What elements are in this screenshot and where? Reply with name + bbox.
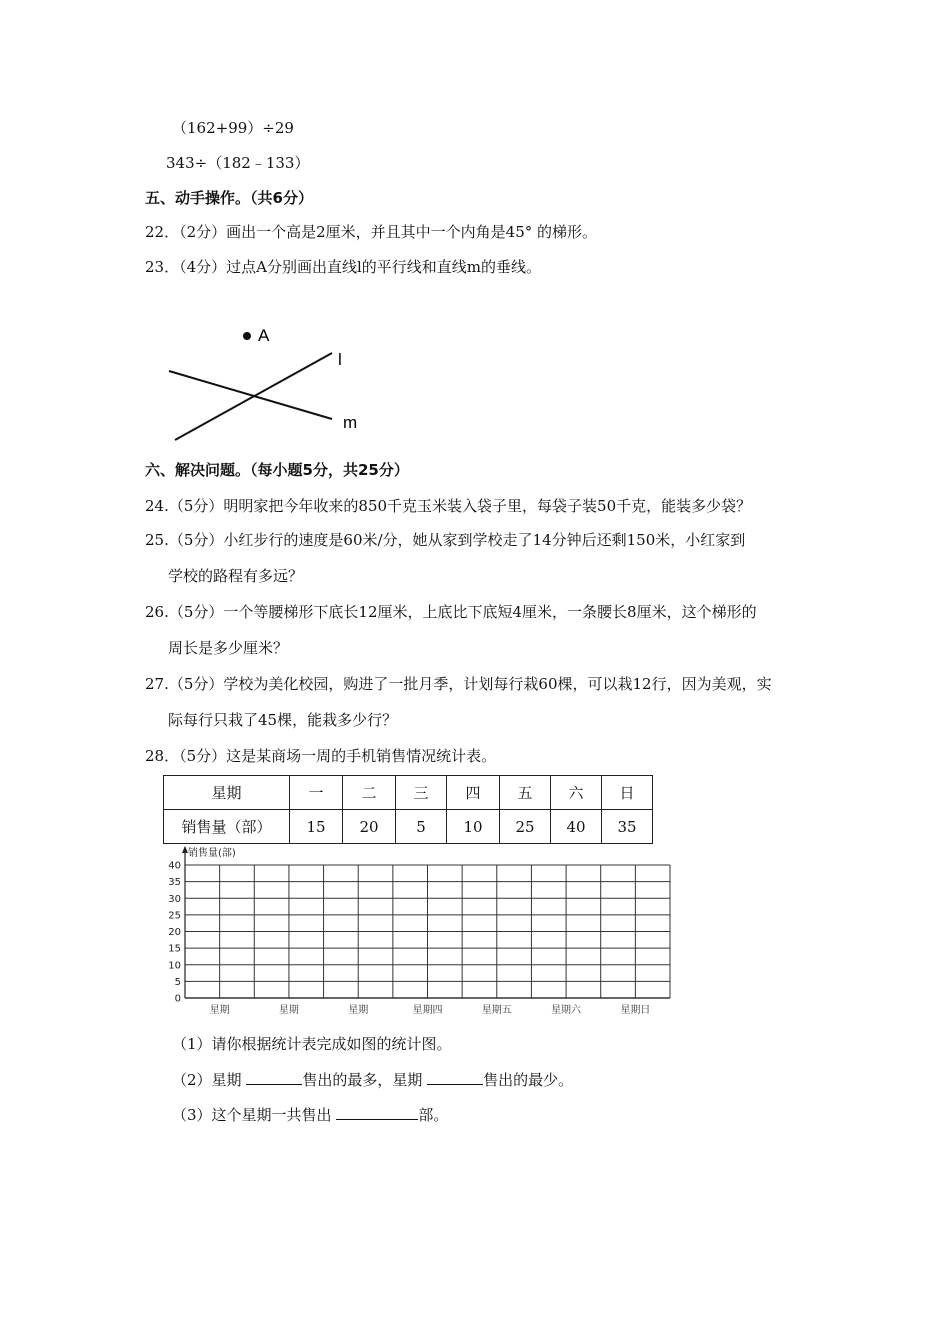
table-day-cell: 六: [551, 776, 602, 810]
question-26-line-2: 周长是多少厘米？: [168, 639, 289, 657]
expression-2: 343÷（182﹣133）: [166, 154, 310, 172]
question-25-line-2: 学校的路程有多远？: [168, 567, 304, 585]
sub-question-2-part-2: 售出的最多，星期: [302, 1071, 428, 1089]
question-23: 23．（4分）过点A分别画出直线l的平行线和直线m的垂线。: [145, 258, 541, 276]
table-day-cell: 五: [500, 776, 551, 810]
table-sales-cell: 40: [551, 810, 602, 844]
sales-chart: [160, 843, 695, 1021]
question-27-line-1: 27.（5分）学校为美化校园，购进了一批月季，计划每行栽60棵，可以栽12行，因为美观，实: [145, 675, 772, 693]
section-5-title: 五、动手操作。（共6分）: [145, 189, 313, 207]
chart-y-tick-label: 20: [168, 927, 181, 938]
table-header-label: 星期: [164, 776, 290, 810]
table-day-cell: 日: [602, 776, 653, 810]
chart-x-tick-label: 星期: [209, 1005, 230, 1016]
question-26-line-1: 26.（5分）一个等腰梯形下底长12厘米，上底比下底短4厘米，一条腰长8厘米，这个梯形的: [145, 603, 757, 621]
table-day-cell: 二: [343, 776, 396, 810]
chart-y-tick-label: 15: [168, 943, 181, 955]
chart-grid: [185, 865, 670, 998]
table-day-cell: 四: [447, 776, 500, 810]
question-28: 28．（5分）这是某商场一周的手机销售情况统计表。: [145, 747, 497, 765]
expression-1: （162+99）÷29: [172, 119, 294, 137]
point-a: [243, 332, 251, 340]
line-m: [169, 371, 332, 419]
point-a-label: A: [258, 326, 270, 345]
chart-x-tick-label: 星期: [278, 1005, 299, 1016]
line-l-label: l: [338, 350, 342, 369]
chart-y-tick-label: 5: [174, 976, 181, 988]
question-25-line-1: 25.（5分）小红步行的速度是60米/分，她从家到学校走了14分钟后还剩150米，小红家到: [145, 531, 746, 549]
table-day-cell: 三: [396, 776, 447, 810]
table-sales-cell: 15: [290, 810, 343, 844]
table-row-label: 销售量（部）: [164, 810, 290, 844]
table-header-row: [164, 776, 653, 810]
table-sales-cell: 10: [447, 810, 500, 844]
answer-blank-least[interactable]: [427, 1068, 483, 1085]
answer-blank-most[interactable]: [246, 1068, 302, 1085]
chart-y-ticks: [168, 861, 181, 1005]
chart-y-tick-label: 0: [174, 993, 181, 1005]
chart-y-tick-label: 35: [168, 877, 181, 889]
sub-question-3-part-2: 部。: [418, 1106, 449, 1124]
chart-x-tick-label: 星期五: [481, 1005, 512, 1016]
chart-x-tick-label: 星期日: [620, 1005, 651, 1016]
chart-x-tick-label: 星期四: [412, 1005, 443, 1016]
chart-y-tick-label: 30: [168, 893, 181, 905]
answer-blank-total[interactable]: [336, 1103, 418, 1120]
question-22: 22．（2分）画出一个高是2厘米，并且其中一个内角是45° 的梯形。: [145, 223, 598, 241]
question-24: 24.（5分）明明家把今年收来的850千克玉米装入袋子里，每袋子装50千克，能装多少袋？: [145, 497, 752, 515]
chart-x-ticks: [210, 1003, 651, 1016]
chart-y-tick-label: 40: [168, 860, 181, 872]
question-27-line-2: 际每行只栽了45棵，能栽多少行？: [168, 711, 398, 729]
chart-y-axis-label: 销售量(部): [188, 848, 236, 859]
chart-x-tick-label: 星期: [348, 1005, 369, 1016]
table-sales-cell: 35: [602, 810, 653, 844]
section-6-title: 六、解决问题。（每小题5分，共25分）: [145, 461, 409, 479]
table-sales-row: [164, 810, 653, 844]
table-sales-cell: 25: [500, 810, 551, 844]
chart-y-tick-label: 10: [168, 960, 181, 972]
chart-x-tick-label: 星期六: [551, 1005, 582, 1016]
sub-question-2-part-3: 售出的最少。: [483, 1071, 574, 1089]
sub-question-1: （1）请你根据统计表完成如图的统计图。: [172, 1035, 452, 1053]
sales-table: [163, 775, 653, 844]
chart-y-tick-label: 25: [168, 910, 181, 922]
sub-question-3-part-1: （3）这个星期一共售出: [172, 1106, 337, 1124]
lines-figure: [160, 315, 380, 450]
table-sales-cell: 20: [343, 810, 396, 844]
sub-question-2-part-1: （2）星期: [172, 1071, 247, 1089]
table-sales-cell: 5: [396, 810, 447, 844]
line-m-label: m: [343, 413, 358, 432]
table-day-cell: 一: [290, 776, 343, 810]
sub-question-3: [172, 1103, 448, 1125]
sub-question-2: [172, 1068, 573, 1090]
